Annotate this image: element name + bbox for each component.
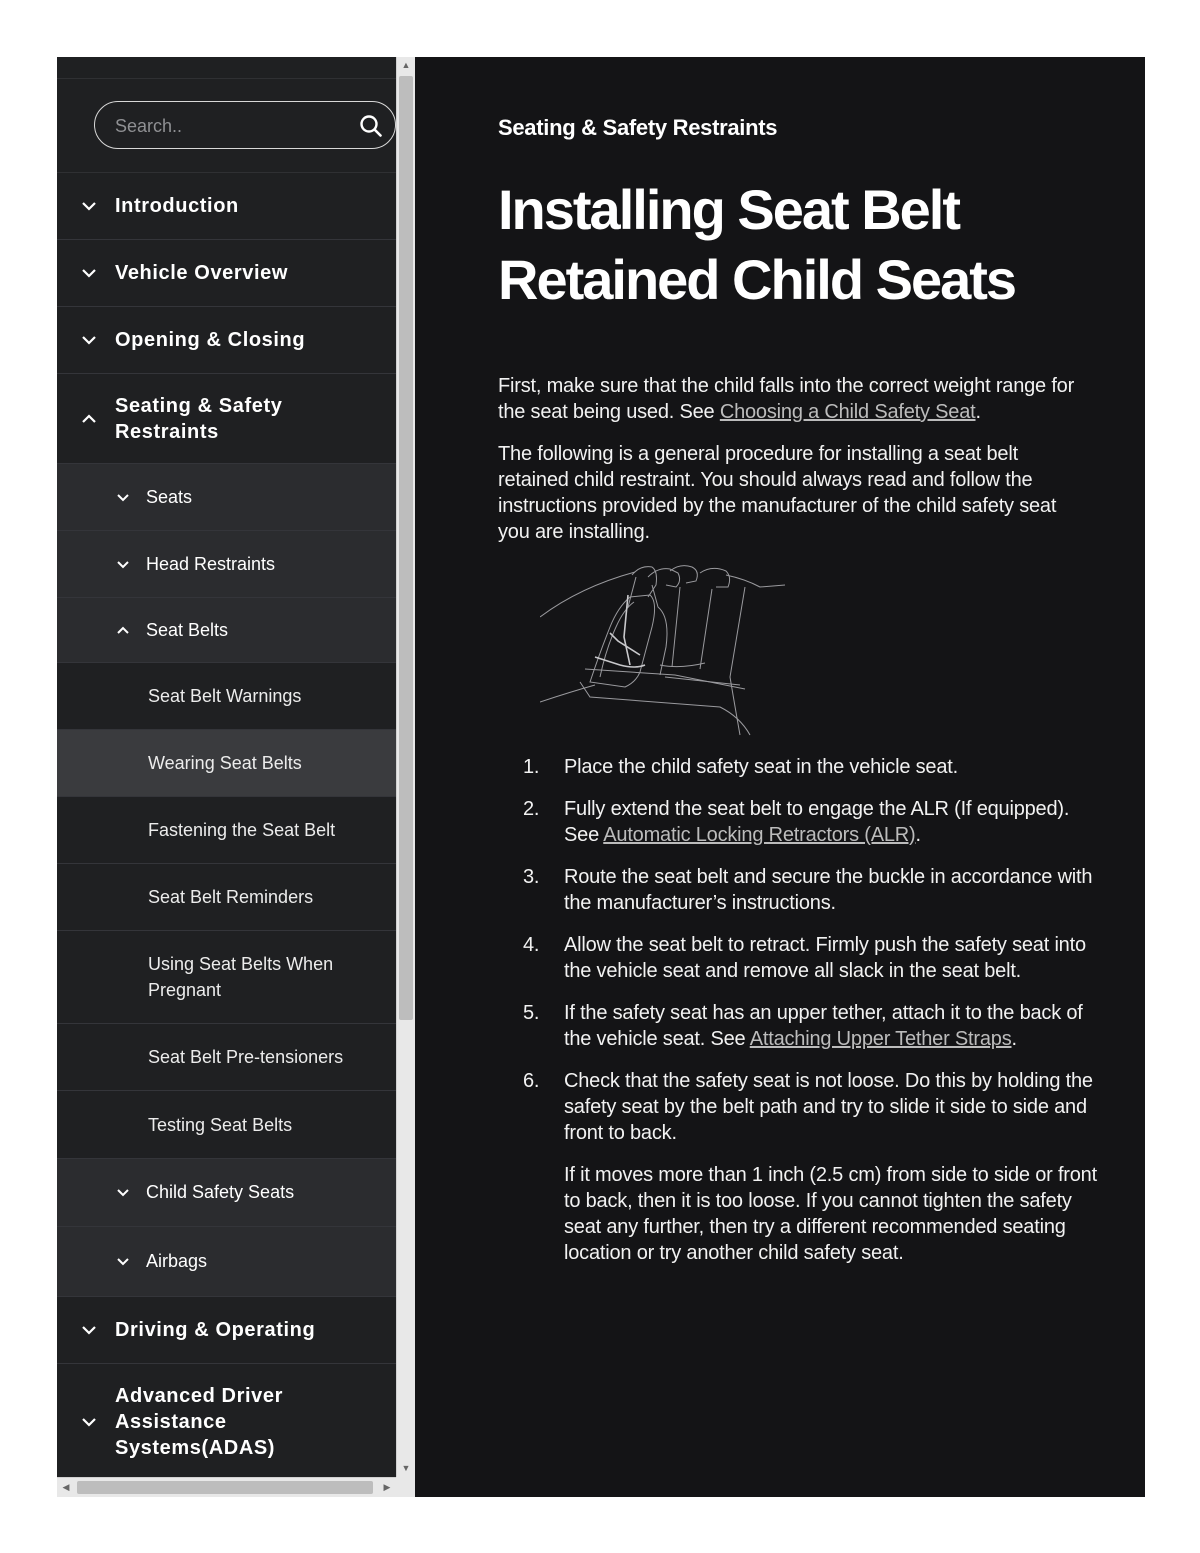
sidebar-item-label: Seating & Safety Restraints <box>115 394 283 443</box>
chevron-down-icon <box>81 201 97 211</box>
chevron-down-icon <box>116 560 130 569</box>
article-content <box>415 57 1145 1497</box>
procedure-paragraph: The following is a general procedure for installing a seat belt retained child restraint. You should always read and follow the instructions provided by the manufacturer of the child safety seat you are installing. <box>498 443 1057 543</box>
sidebar-item-label: Opening & Closing <box>115 329 306 351</box>
step-number: 1. <box>523 756 540 778</box>
step-item <box>498 932 1098 984</box>
scroll-right-arrow-icon[interactable]: ▶ <box>383 1482 391 1492</box>
sidebar-item-driving-operating[interactable] <box>57 1297 396 1364</box>
chevron-up-icon <box>116 626 130 635</box>
chevron-down-icon <box>116 493 130 502</box>
sidebar-item-label: Testing Seat Belts <box>148 1114 293 1135</box>
sidebar-item-seating-safety[interactable] <box>57 374 396 464</box>
section-label: Seating & Safety Restraints <box>498 115 778 140</box>
child-seat-illustration <box>540 557 790 737</box>
alr-link[interactable]: Automatic Locking Retractors (ALR) <box>603 824 916 846</box>
sidebar-item-label: Wearing Seat Belts <box>148 753 302 773</box>
step-item <box>498 796 1098 848</box>
choosing-child-safety-seat-link[interactable]: Choosing a Child Safety Seat <box>719 401 976 423</box>
sidebar-nav <box>57 57 396 1477</box>
scrollbar-corner <box>396 1477 415 1497</box>
step-text-content: Allow the seat belt to retract. Firmly push the safety seat into the vehicle seat and remove all slack in the seat belt. <box>564 934 1086 982</box>
sidebar-item-label: Fastening the Seat Belt <box>148 820 336 840</box>
sidebar-item-label: Using Seat Belts When Pregnant <box>148 954 334 1000</box>
sidebar-item-introduction[interactable] <box>57 173 396 240</box>
sidebar-item-label: Seat Belt Pre-tensioners <box>148 1047 344 1067</box>
step-text <box>564 932 1098 984</box>
sidebar-item-label: Seat Belts <box>146 619 229 640</box>
sidebar-item-label: Advanced Driver Assistance Systems(ADAS) <box>115 1384 283 1459</box>
upper-tether-straps-link[interactable]: Attaching Upper Tether Straps <box>749 1028 1012 1050</box>
step-item <box>498 754 1098 780</box>
intro-text-end: . <box>975 401 981 423</box>
step-text <box>564 796 1098 848</box>
sidebar-item-testing-seat-belts[interactable] <box>57 1091 396 1159</box>
sidebar-item-label: Seat Belt Warnings <box>148 686 302 706</box>
scrollbar-thumb[interactable] <box>77 1481 373 1494</box>
sidebar-item-label: Head Restraints <box>146 553 276 574</box>
chevron-down-icon <box>116 1257 130 1266</box>
step-text-content: Route the seat belt and secure the buckle in accordance with the manufacturer’s instructions. <box>564 866 1093 914</box>
sidebar-item-label: Seat Belt Reminders <box>148 887 314 907</box>
sidebar-item-child-safety-seats[interactable] <box>57 1159 396 1227</box>
step-number: 4. <box>523 934 540 956</box>
step-text-content: Place the child safety seat in the vehicle seat. <box>564 756 958 778</box>
step-text <box>564 754 1098 780</box>
sidebar-vertical-scrollbar[interactable] <box>396 57 415 1477</box>
installation-steps <box>498 754 1098 1282</box>
sidebar-horizontal-scrollbar[interactable] <box>57 1477 396 1497</box>
step-item <box>498 1000 1098 1052</box>
step-item <box>498 864 1098 916</box>
sidebar-item-vehicle-overview[interactable] <box>57 240 396 307</box>
search-box[interactable] <box>94 101 396 149</box>
sidebar-item-label: Seats <box>146 486 193 507</box>
sidebar-item-head-restraints[interactable] <box>57 531 396 598</box>
step-text <box>564 1068 1098 1146</box>
sidebar-item-adas[interactable] <box>57 1364 396 1477</box>
sidebar-item-label: Introduction <box>115 195 239 217</box>
sidebar-item-label: Driving & Operating <box>115 1319 316 1341</box>
chevron-up-icon <box>81 414 97 424</box>
scroll-up-arrow-icon[interactable]: ▲ <box>401 60 411 70</box>
sidebar-item-seat-belt-reminders[interactable] <box>57 864 396 931</box>
step-text-content: If the safety seat has an upper tether, attach it to the back of the vehicle seat. See <box>564 1002 1083 1050</box>
step-number: 2. <box>523 798 540 820</box>
scrollbar-thumb[interactable] <box>399 76 413 1020</box>
sidebar-item-label: Vehicle Overview <box>115 262 289 284</box>
chevron-down-icon <box>81 335 97 345</box>
sidebar-item-airbags[interactable] <box>57 1227 396 1297</box>
chevron-down-icon <box>81 1325 97 1335</box>
sidebar-item-wearing-seat-belts[interactable] <box>57 730 396 797</box>
sidebar-item-seat-belts-pregnant[interactable] <box>57 931 396 1024</box>
step-subtext: If it moves more than 1 inch (2.5 cm) from side to side or front to back, then it is too loose. If you cannot tighten the safety seat any further, then try a different recommended seating location or try another child safety seat. <box>564 1164 1097 1264</box>
search-area <box>57 79 396 173</box>
sidebar-item-seat-belts[interactable] <box>57 598 396 663</box>
step-text <box>564 864 1098 916</box>
search-input[interactable] <box>113 113 347 139</box>
intro-text: First, make sure that the child falls into the correct weight range for the seat being used. See <box>498 375 1075 423</box>
step-number: 3. <box>523 866 540 888</box>
scroll-down-arrow-icon[interactable]: ▼ <box>401 1463 411 1473</box>
step-item <box>498 1068 1098 1266</box>
scroll-left-arrow-icon[interactable]: ◀ <box>62 1482 70 1492</box>
sidebar-item-pre-tensioners[interactable] <box>57 1024 396 1091</box>
search-icon[interactable] <box>359 114 383 138</box>
step-text-content: Check that the safety seat is not loose. Do this by holding the safety seat by the belt path and try to slide it side to side and front to back. <box>564 1070 1093 1144</box>
sidebar-item-fastening-seat-belt[interactable] <box>57 797 396 864</box>
step-text <box>564 1000 1098 1052</box>
chevron-down-icon <box>81 268 97 278</box>
chevron-down-icon <box>116 1188 130 1197</box>
sidebar-item-label: Child Safety Seats <box>146 1182 295 1202</box>
step-text-end: . <box>1011 1028 1017 1050</box>
step-text-content: Fully extend the seat belt to engage the ALR (If equipped). See <box>564 798 1070 846</box>
sidebar-item-label: Airbags <box>146 1251 208 1271</box>
sidebar-item-seat-belt-warnings[interactable] <box>57 663 396 730</box>
page-title: Installing Seat Belt Retained Child Seats <box>498 178 1016 311</box>
step-number: 6. <box>523 1070 540 1092</box>
step-text-end: . <box>915 824 921 846</box>
intro-paragraph <box>498 373 1088 425</box>
chevron-down-icon <box>81 1417 97 1427</box>
sidebar-item-opening-closing[interactable] <box>57 307 396 374</box>
step-number: 5. <box>523 1002 540 1024</box>
sidebar-top-band <box>57 57 396 79</box>
sidebar-item-seats[interactable] <box>57 464 396 531</box>
